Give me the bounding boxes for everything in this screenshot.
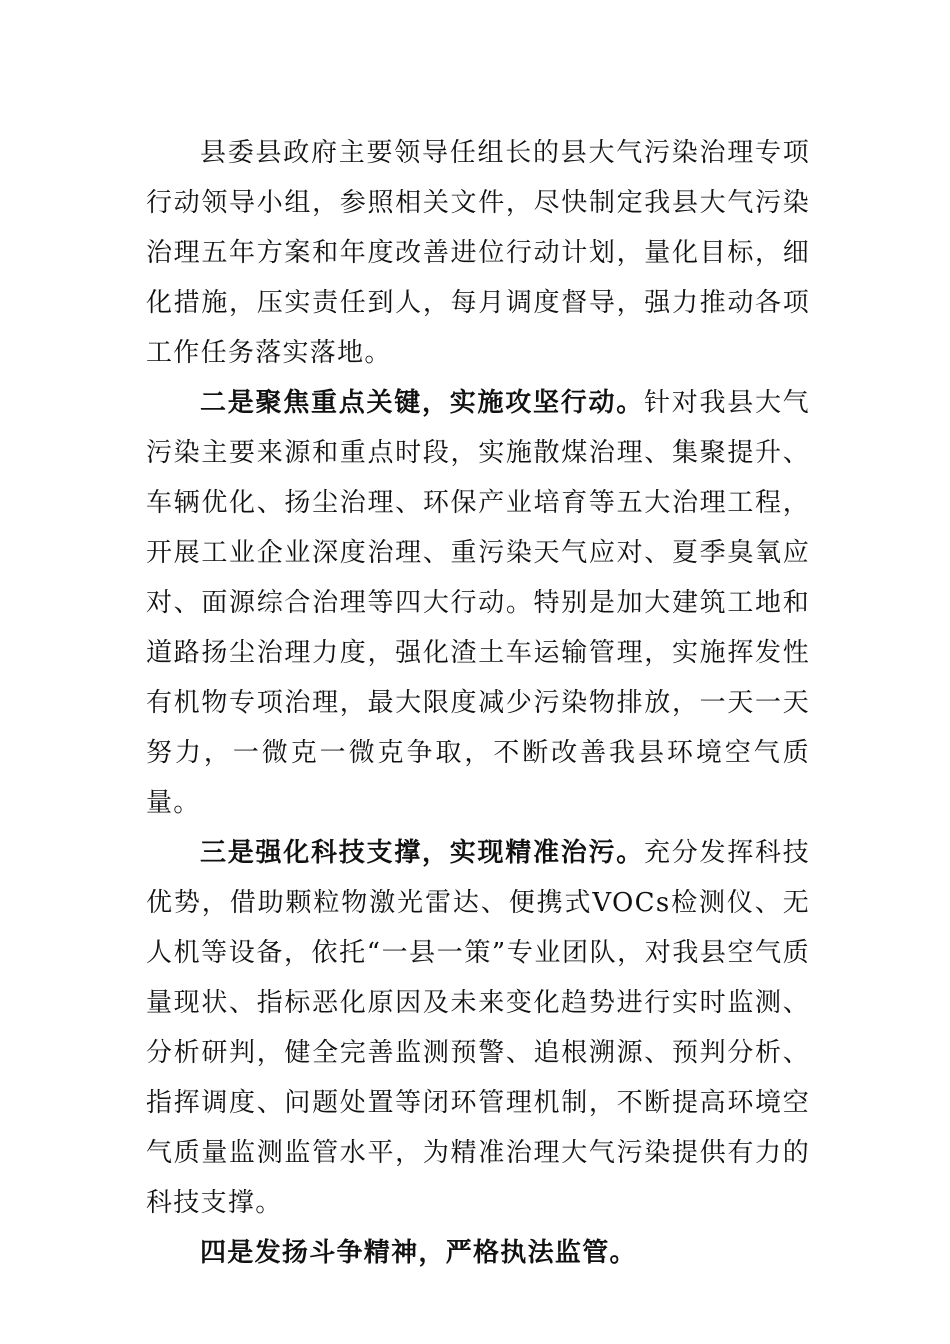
paragraph-1-body: 县委县政府主要领导任组长的县大气污染治理专项行动领导小组，参照相关文件，尽快制定我县大气污染治理五年方案和年度改善进位行动计划，量化目标，细化措施，压实责任到人，每月调度督导，强力推动各项工作任务落实落地。 — [146, 138, 810, 368]
paragraph-2 — [146, 378, 810, 828]
paragraph-3 — [146, 828, 810, 1228]
paragraph-2-body: 针对我县大气污染主要来源和重点时段，实施散煤治理、集聚提升、车辆优化、扬尘治理、环保产业培育等五大治理工程，开展工业企业深度治理、重污染天气应对、夏季臭氧应对、面源综合治理等四大行动。特别是加大建筑工地和道路扬尘治理力度，强化渣土车运输管理，实施挥发性有机物专项治理，最大限度减少污染物排放，一天一天努力，一微克一微克争取，不断改善我县环境空气质量。 — [146, 388, 810, 818]
paragraph-3-body: 充分发挥科技优势，借助颗粒物激光雷达、便携式VOCs检测仪、无人机等设备，依托“一县一策”专业团队，对我县空气质量现状、指标恶化原因及未来变化趋势进行实时监测、分析研判，健全完善监测预警、追根溯源、预判分析、指挥调度、问题处置等闭环管理机制，不断提高环境空气质量监测监管水平，为精准治理大气污染提供有力的科技支撑。 — [146, 838, 810, 1218]
paragraph-4-lead: 四是发扬斗争精神，严格执法监管。 — [200, 1238, 637, 1268]
document-body — [146, 128, 810, 1278]
paragraph-4 — [146, 1228, 810, 1278]
paragraph-3-lead: 三是强化科技支撑，实现精准治污。 — [200, 838, 644, 868]
paragraph-2-lead: 二是聚焦重点关键，实施攻坚行动。 — [200, 388, 644, 418]
paragraph-1 — [146, 128, 810, 378]
